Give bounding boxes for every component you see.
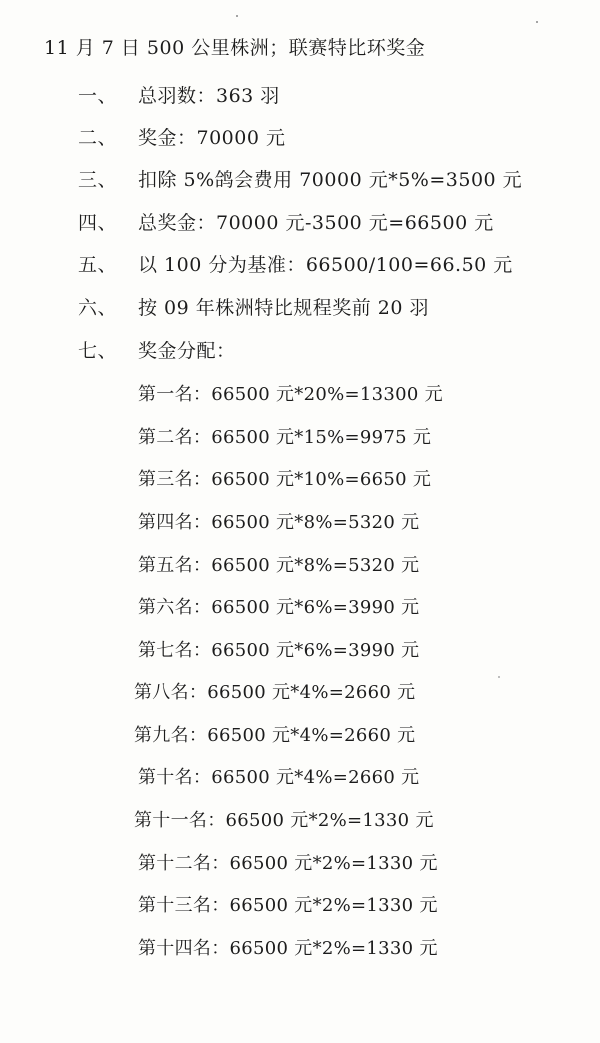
prize-row <box>138 892 438 920</box>
prize-row <box>134 807 434 835</box>
section-number: 七、 <box>78 340 118 362</box>
prize-calculation: 66500 元*15%=9975 元 <box>211 427 432 448</box>
section-text: 奖金：70000 元 <box>138 127 286 149</box>
scan-speck <box>536 21 538 23</box>
prize-row <box>138 509 419 537</box>
prize-calculation: 66500 元*6%=3990 元 <box>211 597 420 618</box>
prize-rank: 第三名： <box>138 469 212 490</box>
section-number: 四、 <box>78 212 118 234</box>
prize-calculation: 66500 元*8%=5320 元 <box>211 555 420 576</box>
prize-calculation: 66500 元*4%=2660 元 <box>211 767 420 788</box>
prize-rank: 第七名： <box>138 640 212 661</box>
prize-rank: 第五名： <box>138 555 212 576</box>
prize-row <box>138 424 431 452</box>
prize-rank: 第十二名： <box>138 853 230 874</box>
prize-row <box>138 637 419 665</box>
prize-calculation: 66500 元*8%=5320 元 <box>211 512 420 533</box>
prize-row <box>138 764 419 792</box>
section-text: 按 09 年株洲特比规程奖前 20 羽 <box>138 297 430 319</box>
section-number: 五、 <box>78 254 118 276</box>
document-title: 11 月 7 日 500 公里株洲；联赛特比环奖金 <box>44 37 426 59</box>
prize-row <box>138 935 438 963</box>
prize-rank: 第十名： <box>138 767 212 788</box>
section-text: 总奖金：70000 元-3500 元=66500 元 <box>138 212 494 234</box>
prize-rank: 第八名： <box>134 682 208 703</box>
section-text: 奖金分配： <box>138 340 236 362</box>
prize-calculation: 66500 元*20%=13300 元 <box>211 384 443 405</box>
scan-speck <box>236 15 238 17</box>
prize-calculation: 66500 元*2%=1330 元 <box>229 895 438 916</box>
prize-row <box>138 850 438 878</box>
prize-row <box>138 381 443 409</box>
prize-calculation: 66500 元*2%=1330 元 <box>229 938 438 959</box>
prize-row <box>134 722 415 750</box>
prize-rank: 第二名： <box>138 427 212 448</box>
prize-row <box>138 552 419 580</box>
section-text: 扣除 5%鸽会费用 70000 元*5%=3500 元 <box>138 169 523 191</box>
section-text: 以 100 分为基准：66500/100=66.50 元 <box>138 254 513 276</box>
scan-speck <box>498 676 500 678</box>
prize-rank: 第十一名： <box>134 810 226 831</box>
section-number: 二、 <box>78 127 118 149</box>
prize-rank: 第十三名： <box>138 895 230 916</box>
prize-row <box>138 466 431 494</box>
prize-rank: 第十四名： <box>138 938 230 959</box>
prize-calculation: 66500 元*2%=1330 元 <box>229 853 438 874</box>
section-number: 六、 <box>78 297 118 319</box>
prize-calculation: 66500 元*10%=6650 元 <box>211 469 432 490</box>
prize-rank: 第一名： <box>138 384 212 405</box>
prize-rank: 第四名： <box>138 512 212 533</box>
section-text: 总羽数：363 羽 <box>138 85 280 107</box>
section-number: 三、 <box>78 169 118 191</box>
prize-row <box>134 679 415 707</box>
prize-calculation: 66500 元*6%=3990 元 <box>211 640 420 661</box>
prize-row <box>138 594 419 622</box>
prize-calculation: 66500 元*4%=2660 元 <box>207 682 416 703</box>
section-number: 一、 <box>78 85 118 107</box>
prize-rank: 第六名： <box>138 597 212 618</box>
prize-calculation: 66500 元*4%=2660 元 <box>207 725 416 746</box>
prize-calculation: 66500 元*2%=1330 元 <box>225 810 434 831</box>
prize-rank: 第九名： <box>134 725 208 746</box>
